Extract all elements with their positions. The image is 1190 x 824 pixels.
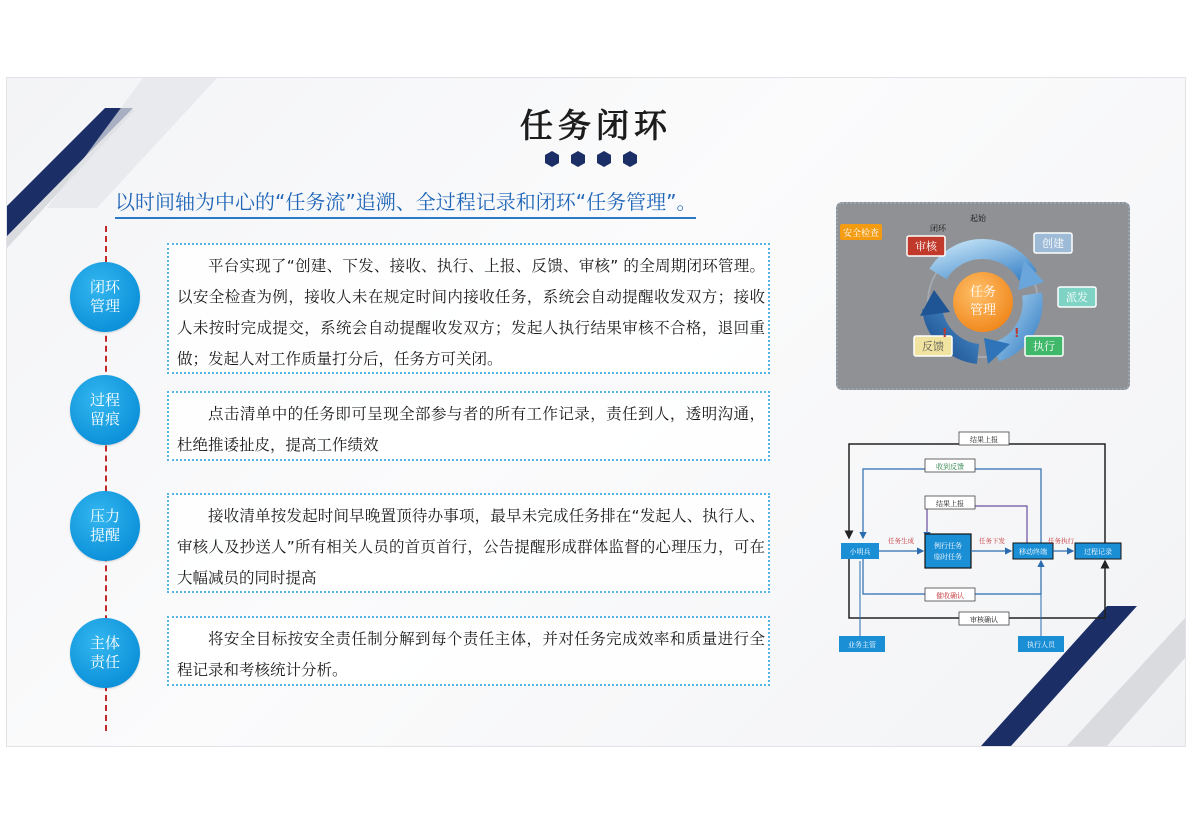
flow-node-xiaoming-label: 小明兵 xyxy=(849,548,871,556)
page-title: 任务闭环 xyxy=(520,106,672,145)
slide-background xyxy=(6,77,1186,747)
circle-label-line1: 压力 xyxy=(89,507,120,525)
flow-node-task-line2: 临时任务 xyxy=(934,553,962,561)
cycle-node-feedback-label: 反馈 xyxy=(922,340,944,353)
cycle-warning-mark-right: ! xyxy=(1014,326,1020,340)
flow-label-task-generate: 任务生成 xyxy=(888,537,914,545)
flow-node-supervisor-label: 业务主管 xyxy=(848,641,876,649)
flow-label-receive-feedback: 收到反馈 xyxy=(936,463,964,471)
circle-label-line2: 责任 xyxy=(89,653,120,671)
title-hexagons-decor xyxy=(543,150,647,168)
flow-node-executor-label: 执行人员 xyxy=(1027,641,1055,649)
task-flow-diagram xyxy=(835,430,1125,652)
cycle-center-line1: 任务 xyxy=(969,285,997,300)
text-box-main-responsibility: 将安全目标按安全责任制分解到每个责任主体，并对任务完成效率和质量进行全程记录和考核统计分析。 xyxy=(167,616,770,686)
subtitle: 以时间轴为中心的“任务流”追溯、全过程记录和闭环“任务管理”。 xyxy=(115,186,696,219)
cycle-node-execute-label: 执行 xyxy=(1033,340,1055,353)
circle-label-line2: 管理 xyxy=(89,297,120,315)
circle-pressure-reminder xyxy=(70,491,140,561)
flow-node-task xyxy=(925,534,971,568)
circle-label-line1: 闭环 xyxy=(89,278,120,296)
circle-process-trace xyxy=(70,375,140,445)
circle-main-responsibility xyxy=(70,618,140,688)
cycle-closed-loop-label: 闭环 xyxy=(930,224,946,233)
flow-node-task-line1: 例行任务 xyxy=(934,542,962,550)
flow-node-mobile-label: 移动终端 xyxy=(1019,548,1047,556)
circle-label-line1: 过程 xyxy=(89,391,120,409)
text-box-closed-loop: 平台实现了“创建、下发、接收、执行、上报、反馈、审核” 的全周期闭环管理。以安全检查为例，接收人未在规定时间内接收任务，系统会自动提醒收发双方；接收人未按时完成提交，系统会自动提醒收发双方；发起人执行结果审核不合格，退回重做；发起人对工作质量打分后，任务方可关闭。 xyxy=(167,243,770,374)
text-box-process-trace: 点击清单中的任务即可呈现全部参与者的所有工作记录，责任到人，透明沟通，杜绝推诿扯皮，提高工作绩效 xyxy=(167,391,770,461)
cycle-node-audit-label: 审核 xyxy=(915,240,937,253)
text-box-pressure-reminder: 接收清单按发起时间早晚置顶待办事项，最早未完成任务排在“发起人、执行人、审核人及抄送人”所有相关人员的首页首行，公告提醒形成群体监督的心理压力，可在大幅减员的同时提高 xyxy=(167,493,770,593)
cycle-tag: 安全检查 xyxy=(842,229,880,239)
flow-label-task-execute: 任务执行 xyxy=(1048,537,1074,545)
flow-label-task-dispatch: 任务下发 xyxy=(979,537,1005,545)
cycle-start-label: 起始 xyxy=(970,214,986,223)
circle-label-line2: 提醒 xyxy=(89,526,120,544)
cycle-node-dispatch-label: 派发 xyxy=(1066,291,1088,304)
flow-label-urge-confirm: 催收确认 xyxy=(936,592,964,600)
flow-label-result-report-top: 结果上报 xyxy=(970,436,998,444)
cycle-node-create-label: 创建 xyxy=(1042,237,1064,250)
task-cycle-diagram xyxy=(836,202,1130,390)
task-cycle-svg xyxy=(838,204,1128,388)
cycle-warning-mark-left: ! xyxy=(942,326,948,340)
circle-label-line2: 留痕 xyxy=(89,410,120,428)
circle-label-line1: 主体 xyxy=(89,634,120,652)
cycle-center-line2: 管理 xyxy=(969,303,997,318)
flow-node-record-label: 过程记录 xyxy=(1084,548,1112,556)
flow-label-audit-confirm: 审核确认 xyxy=(970,616,998,624)
circle-closed-loop xyxy=(70,262,140,332)
flow-label-result-report: 结果上报 xyxy=(936,500,964,508)
